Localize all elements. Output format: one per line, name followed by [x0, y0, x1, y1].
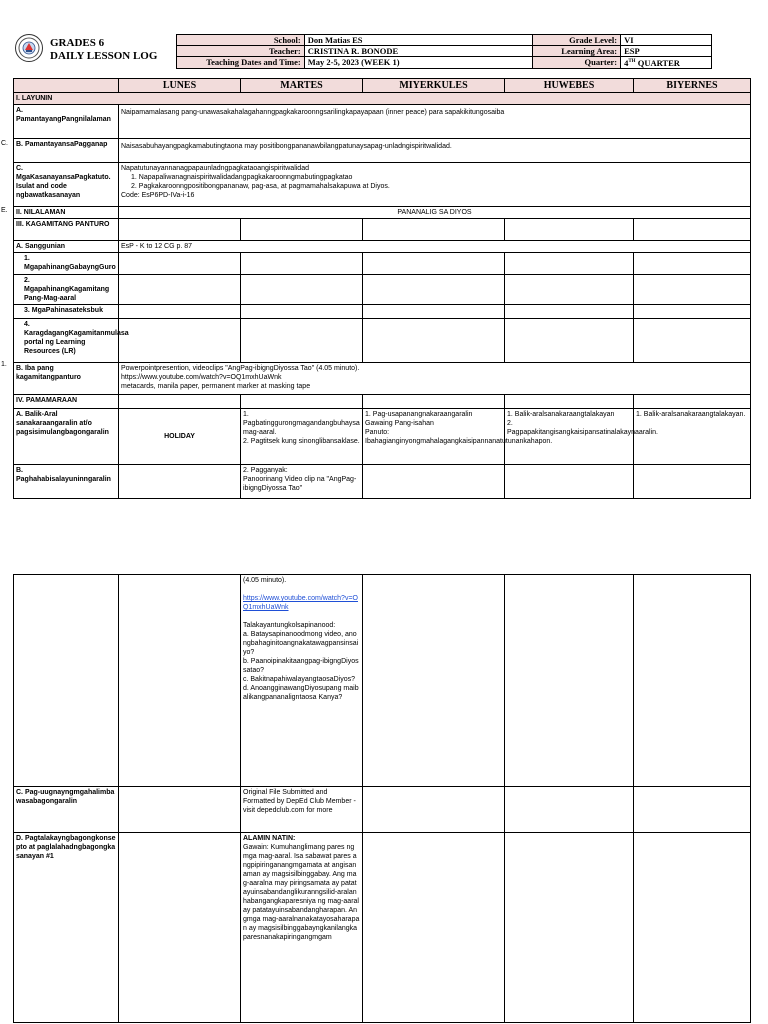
pagtalakay-martes [241, 833, 363, 1023]
karagdagang-lunes [119, 319, 241, 363]
kagamitan-martes [241, 275, 363, 305]
label-teksbuk: 3. MgaPahinasateksbuk [14, 305, 119, 319]
iba-pang-line-3: metacards, manila paper, permanent marker at masking tape [121, 383, 311, 390]
label-sanggunian: A. Sanggunian [14, 241, 119, 253]
day-header-lunes: LUNES [119, 79, 241, 93]
nilalaman-text: PANANALIG SA DIYOS [119, 207, 751, 219]
youtube-link[interactable]: https://www.youtube.com/watch?v=OQ1mxhUaWnk [243, 595, 358, 611]
kasanayan-item-1: 1. Napapaliwanagnaispiritwalidadangpagkakaroonngmabutingpagkatao [131, 174, 353, 181]
day-header-martes: MARTES [241, 79, 363, 93]
label-pamantayan-sa-pagganap: B. PamantayansaPagganap [14, 139, 119, 163]
teaching-dates-label: Teaching Dates and Time: [177, 57, 305, 69]
grade-level-label: Grade Level: [533, 35, 621, 46]
seal-icon [16, 35, 42, 61]
holiday-cell [119, 409, 241, 465]
pag-uugnay-huwebes [505, 787, 634, 833]
kagamitan-miyerkules [363, 275, 505, 305]
kagamitan-huwebes [505, 275, 634, 305]
quarter-label: Quarter: [533, 57, 621, 69]
sanggunian-text: EsP - K to 12 CG p. 87 [119, 241, 751, 253]
gabay-lunes [119, 253, 241, 275]
corner-cell [14, 79, 119, 93]
label-pag-uugnay: C. Pag-uugnayngmgahalimbawasabagongaralin [14, 787, 119, 833]
kagamitan-lunes [119, 275, 241, 305]
gabay-martes [241, 253, 363, 275]
kasanayan-item-2: 2. Pagkakaroonngpositibongpananaw, pag-asa, at pagmamahalsakapuwa at Diyos. [131, 183, 390, 190]
gawain-text: Gawain: Kumuhanglimang pares ngmga mag-aaral. Isa sabawat pares angpipiringanangmgamata at angisanaman ay magsisilbinggabay. Ang mag-aaralna may piringsamata ay patatayuinsabandanglikuranngsilid-aralanhabangangkaparesniya ng mag-aaral ay patatayuinsabandangharapan. Angmga mag-aaralnanakatayosaharapan ay magsisilbinggabayngkanilangkaparesnanakapiringangmgam [243, 844, 360, 941]
gabay-huwebes [505, 253, 634, 275]
label-paghahabi: B. Paghahabisalayuninngaralin [14, 465, 119, 499]
paghahabi-lunes [119, 465, 241, 499]
label-pagtalakay: D. Pagtalakayngbagongkonsepto at paglalahadngbagongkasanayan #1 [14, 833, 119, 1023]
teacher-value: CRISTINA R. BONODE [304, 46, 532, 57]
header-info-table [176, 34, 712, 69]
kagamitang-biyernes [634, 219, 751, 241]
kasanayan-cell [119, 163, 751, 207]
talakayan-questions: Talakayantungkolsapinanood: a. Bataysapinanoodmong video, anongbahaginitoangnakatawagpansinsaiyo? b. Paanoipinakitaangpag-ibigngDiyossatao? c. BakitnapahiwalayangtaosaDiyos? d. AnoangginawangDiyosupang maibalikangpananaligntaosa Kanya? [243, 622, 359, 701]
pamamaraan-huwebes [505, 395, 634, 409]
kagamitan-biyernes [634, 275, 751, 305]
teaching-dates-value: May 2-5, 2023 (WEEK 1) [304, 57, 532, 69]
kagamitang-huwebes [505, 219, 634, 241]
pag-uugnay-biyernes [634, 787, 751, 833]
day-header-biyernes: BIYERNES [634, 79, 751, 93]
doc-title [50, 37, 157, 63]
iba-pang-line-1: Powerpointpresention, videoclips "AngPag-ibigngDiyossa Tao" (4.05 minuto). [121, 365, 360, 372]
balik-aral-biyernes: 1. Balik-aralsanakaraangtalakayan. [634, 409, 751, 465]
label-pamamaraan: IV. PAMAMARAAN [14, 395, 119, 409]
teacher-label: Teacher: [177, 46, 305, 57]
iba-pang-line-2: https://www.youtube.com/watch?v=OQ1mxhUaWnk [121, 374, 282, 381]
pamamaraan-lunes [119, 395, 241, 409]
grade-level-value: VI [621, 35, 712, 46]
paghahabi-huwebes [505, 465, 634, 499]
pagtalakay-biyernes [634, 833, 751, 1023]
holiday-text: HOLIDAY [164, 433, 195, 440]
kagamitang-lunes [119, 219, 241, 241]
karagdagang-martes [241, 319, 363, 363]
school-label: School: [177, 35, 305, 46]
iba-pang-cell [119, 363, 751, 395]
kasanayan-intro: Napatutunayannanagpapaunladngpagkataoangispiritwalidad [121, 165, 309, 172]
quarter-value: 4TH QUARTER [621, 57, 712, 69]
day-header-huwebes: HUWEBES [505, 79, 634, 93]
label-kagamitang-pang-mag-aaral: 2. MgapahinangKagamitang Pang-Mag-aaral [14, 275, 119, 305]
school-value: Don Matias ES [304, 35, 532, 46]
cont-martes-duration: (4.05 minuto). [243, 577, 287, 584]
pamamaraan-miyerkules [363, 395, 505, 409]
cont-miyerkules [363, 575, 505, 787]
teksbuk-huwebes [505, 305, 634, 319]
label-nilalaman: II. NILALAMAN [14, 207, 119, 219]
karagdagang-miyerkules [363, 319, 505, 363]
balik-aral-martes: 1. Pagbatinggurongmagandangbuhaysa mag-aaral. 2. Pagtitsek kung sinonglibansaklase. [241, 409, 363, 465]
cont-martes [241, 575, 363, 787]
kasanayan-code: Code: EsP6PD-IVa-i-16 [121, 192, 195, 199]
day-header-miyerkules: MIYERKULES [363, 79, 505, 93]
karagdagang-huwebes [505, 319, 634, 363]
teksbuk-miyerkules [363, 305, 505, 319]
day-header-row [14, 79, 751, 93]
cont-biyernes [634, 575, 751, 787]
learning-area-value: ESP [621, 46, 712, 57]
pamamaraan-martes [241, 395, 363, 409]
balik-aral-huwebes: 1. Balik-aralsanakaraangtalakayan 2. Pagpapakitangisangkaisipansatinalakaynaaralin. [505, 409, 634, 465]
alamin-natin-heading: ALAMIN NATIN: [243, 835, 296, 842]
title-grade: GRADES 6 [50, 37, 105, 49]
balik-aral-miyerkules: 1. Pag-usapanangnakaraangaralin Gawaing Pang-isahan Panuto: Ibahagianginyongmahalagangkaisipannanatutunankahapon. [363, 409, 505, 465]
gabay-miyerkules [363, 253, 505, 275]
lesson-log-table [13, 78, 751, 499]
teksbuk-lunes [119, 305, 241, 319]
pagtalakay-miyerkules [363, 833, 505, 1023]
label-balik-aral: A. Balik-Aral sanakaraangaralin at/o pagsisimulangbagongaralin [14, 409, 119, 465]
label-karagdagang-kagamitan: 4. KaragdagangKagamitanmulasa portal ng Learning Resources (LR) [14, 319, 119, 363]
lesson-log-table-continued [13, 574, 751, 1023]
pagtalakay-huwebes [505, 833, 634, 1023]
cont-lunes [119, 575, 241, 787]
karagdagang-biyernes [634, 319, 751, 363]
cont-label-empty [14, 575, 119, 787]
label-kasanayan-sa-pagkatuto: C. MgaKasanayansaPagkatuto. Isulat and code ngbawatkasanayan [14, 163, 119, 207]
pag-uugnay-lunes [119, 787, 241, 833]
margin-mark-c: C. [1, 140, 8, 147]
label-iba-pang-kagamitan: B. Iba pang kagamitangpanturo [14, 363, 119, 395]
cont-huwebes [505, 575, 634, 787]
margin-mark-1: 1. [1, 361, 7, 368]
kagamitang-miyerkules [363, 219, 505, 241]
teksbuk-biyernes [634, 305, 751, 319]
label-kagamitang-panturo: III. KAGAMITANG PANTURO [14, 219, 119, 241]
label-gabay-ng-guro: 1. MgapahinangGabayngGuro [14, 253, 119, 275]
teksbuk-martes [241, 305, 363, 319]
section-layunin: I. LAYUNIN [14, 93, 751, 105]
deped-seal-logo [15, 34, 43, 62]
pamantayang-pangnilalaman-text: Naipamamalasang pang-unawasakahalagahanngpagkakaroonngsarilingkapayapaan (inner peace) para sapakikitungosaiba [119, 105, 751, 139]
pag-uugnay-miyerkules [363, 787, 505, 833]
pamamaraan-biyernes [634, 395, 751, 409]
pagtalakay-lunes [119, 833, 241, 1023]
kagamitang-martes [241, 219, 363, 241]
margin-mark-e: E. [1, 207, 8, 214]
paghahabi-miyerkules [363, 465, 505, 499]
paghahabi-martes: 2. Pagganyak: Panoorinang Video clip na "AngPag-ibigngDiyossa Tao" [241, 465, 363, 499]
paghahabi-biyernes [634, 465, 751, 499]
label-pamantayang-pangnilalaman: A. PamantayangPangnilalaman [14, 105, 119, 139]
gabay-biyernes [634, 253, 751, 275]
pag-uugnay-martes: Original File Submitted and Formatted by DepEd Club Member - visit depedclub.com for more [241, 787, 363, 833]
pamantayan-sa-pagganap-text: Naisasabuhayangpagkamabutingtaona may positibongpananawbilangpatunaysapag-unladngispiritwalidad. [119, 139, 751, 163]
title-dll: DAILY LESSON LOG [50, 50, 158, 62]
learning-area-label: Learning Area: [533, 46, 621, 57]
